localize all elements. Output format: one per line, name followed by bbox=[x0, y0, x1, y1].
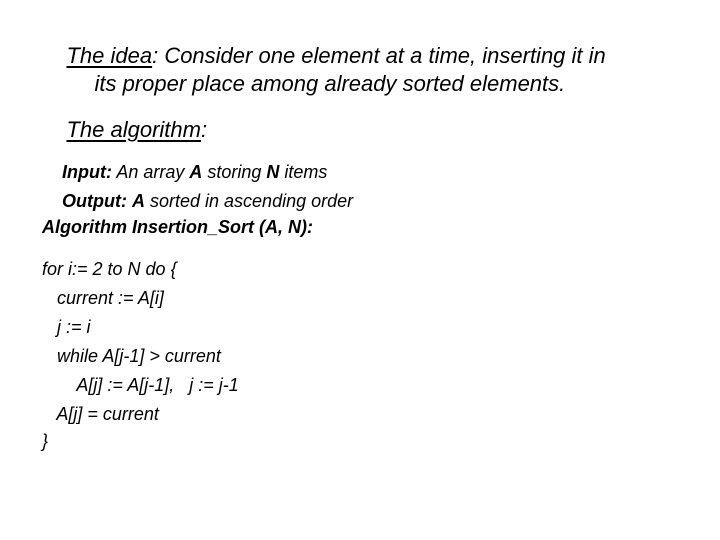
output-text-2: sorted in ascending order bbox=[145, 191, 354, 211]
input-text-3: items bbox=[279, 162, 328, 182]
output-label: Output: bbox=[62, 191, 127, 211]
idea-label: The idea bbox=[66, 43, 153, 68]
idea-colon: : bbox=[152, 43, 165, 68]
algorithm-signature: Algorithm Insertion_Sort (A, N): bbox=[42, 217, 313, 237]
code-line: j := i bbox=[42, 317, 91, 337]
algorithm-heading-label: The algorithm bbox=[66, 117, 201, 142]
input-text: An array bbox=[112, 162, 190, 182]
code-line: while A[j-1] > current bbox=[42, 346, 221, 366]
idea-text-2: its proper place among already sorted elements. bbox=[94, 71, 566, 96]
input-var-a: A bbox=[189, 162, 203, 182]
input-label: Input: bbox=[62, 162, 112, 182]
code-line: for i:= 2 to N do { bbox=[42, 259, 177, 279]
code-line: A[j] = current bbox=[42, 404, 159, 424]
code-line: A[j] := A[j-1], j := j-1 bbox=[42, 375, 239, 395]
output-var-a: A bbox=[132, 191, 145, 211]
algorithm-heading-colon: : bbox=[200, 117, 208, 142]
code-line: } bbox=[42, 431, 49, 451]
input-text-2: storing bbox=[202, 162, 267, 182]
idea-text-1: Consider one element at a time, inserting it in bbox=[164, 43, 606, 68]
input-var-n: N bbox=[266, 162, 280, 182]
code-line: current := A[i] bbox=[42, 288, 164, 308]
